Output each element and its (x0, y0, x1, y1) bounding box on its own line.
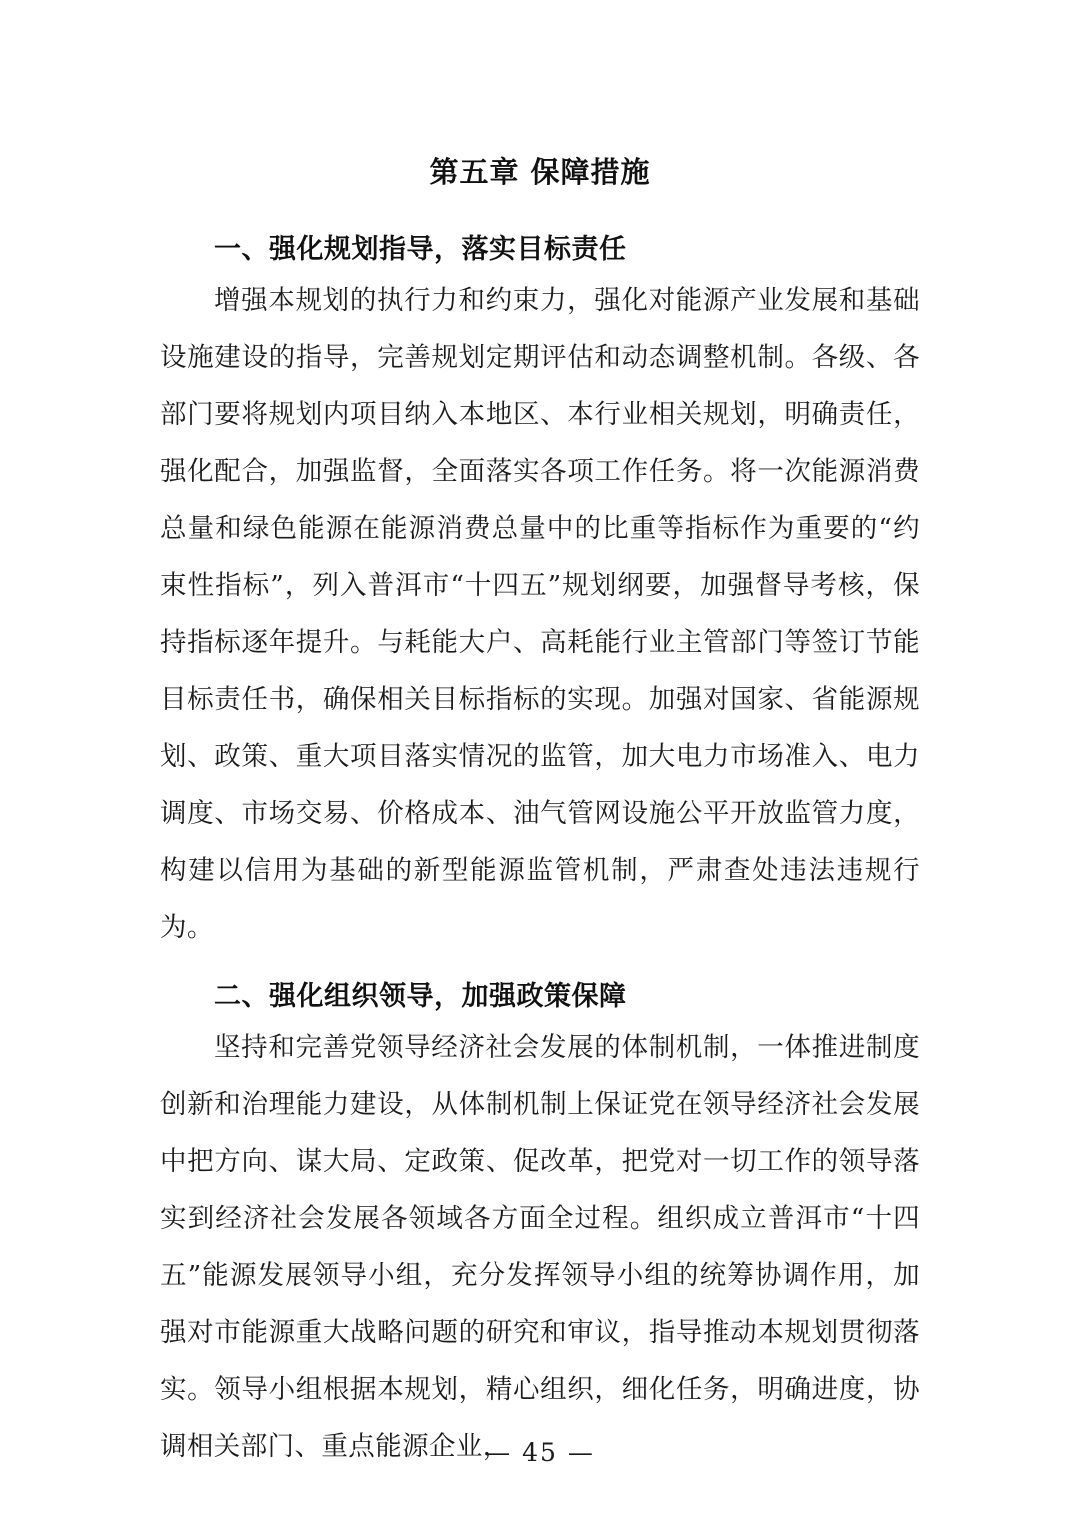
section-heading-1: 一、强化规划指导，落实目标责任 (214, 234, 627, 265)
section-2-paragraph-1: 坚持和完善党领导经济社会发展的体制机制，一体推进制度创新和治理能力建设，从体制机制上保证党在领导经济社会发展中把方向、谋大局、定政策、促改革，把党对一切工作的领导落实到经济社会发展各领域各方面全过程。组织成立普洱市“十四五”能源发展领导小组，充分发挥领导小组的统筹协调作用，加强对市能源重大战略问题的研究和审议，指导推动本规划贯彻落实。领导小组根据本规划，精心组织，细化任务，明确进度，协调相关部门、重点能源企业， (160, 1032, 920, 1462)
chapter-title: 第五章 保障措施 (429, 155, 651, 189)
section-1-paragraph-1: 增强本规划的执行力和约束力，强化对能源产业发展和基础设施建设的指导，完善规划定期评估和动态调整机制。各级、各部门要将规划内项目纳入本地区、本行业相关规划，明确责任，强化配合，加强监督，全面落实各项工作任务。将一次能源消费总量和绿色能源在能源消费总量中的比重等指标作为重要的“约束性指标”，列入普洱市“十四五”规划纲要，加强督导考核，保持指标逐年提升。与耗能大户、高耗能行业主管部门等签订节能目标责任书，确保相关目标指标的实现。加强对国家、省能源规划、政策、重大项目落实情况的监管，加大电力市场准入、电力调度、市场交易、价格成本、油气管网设施公平开放监管力度，构建以信用为基础的新型能源监管机制，严肃查处违法违规行为。 (160, 285, 920, 943)
section-heading-2: 二、强化组织领导，加强政策保障 (214, 981, 627, 1012)
page-number: — 45 — (485, 1438, 595, 1467)
